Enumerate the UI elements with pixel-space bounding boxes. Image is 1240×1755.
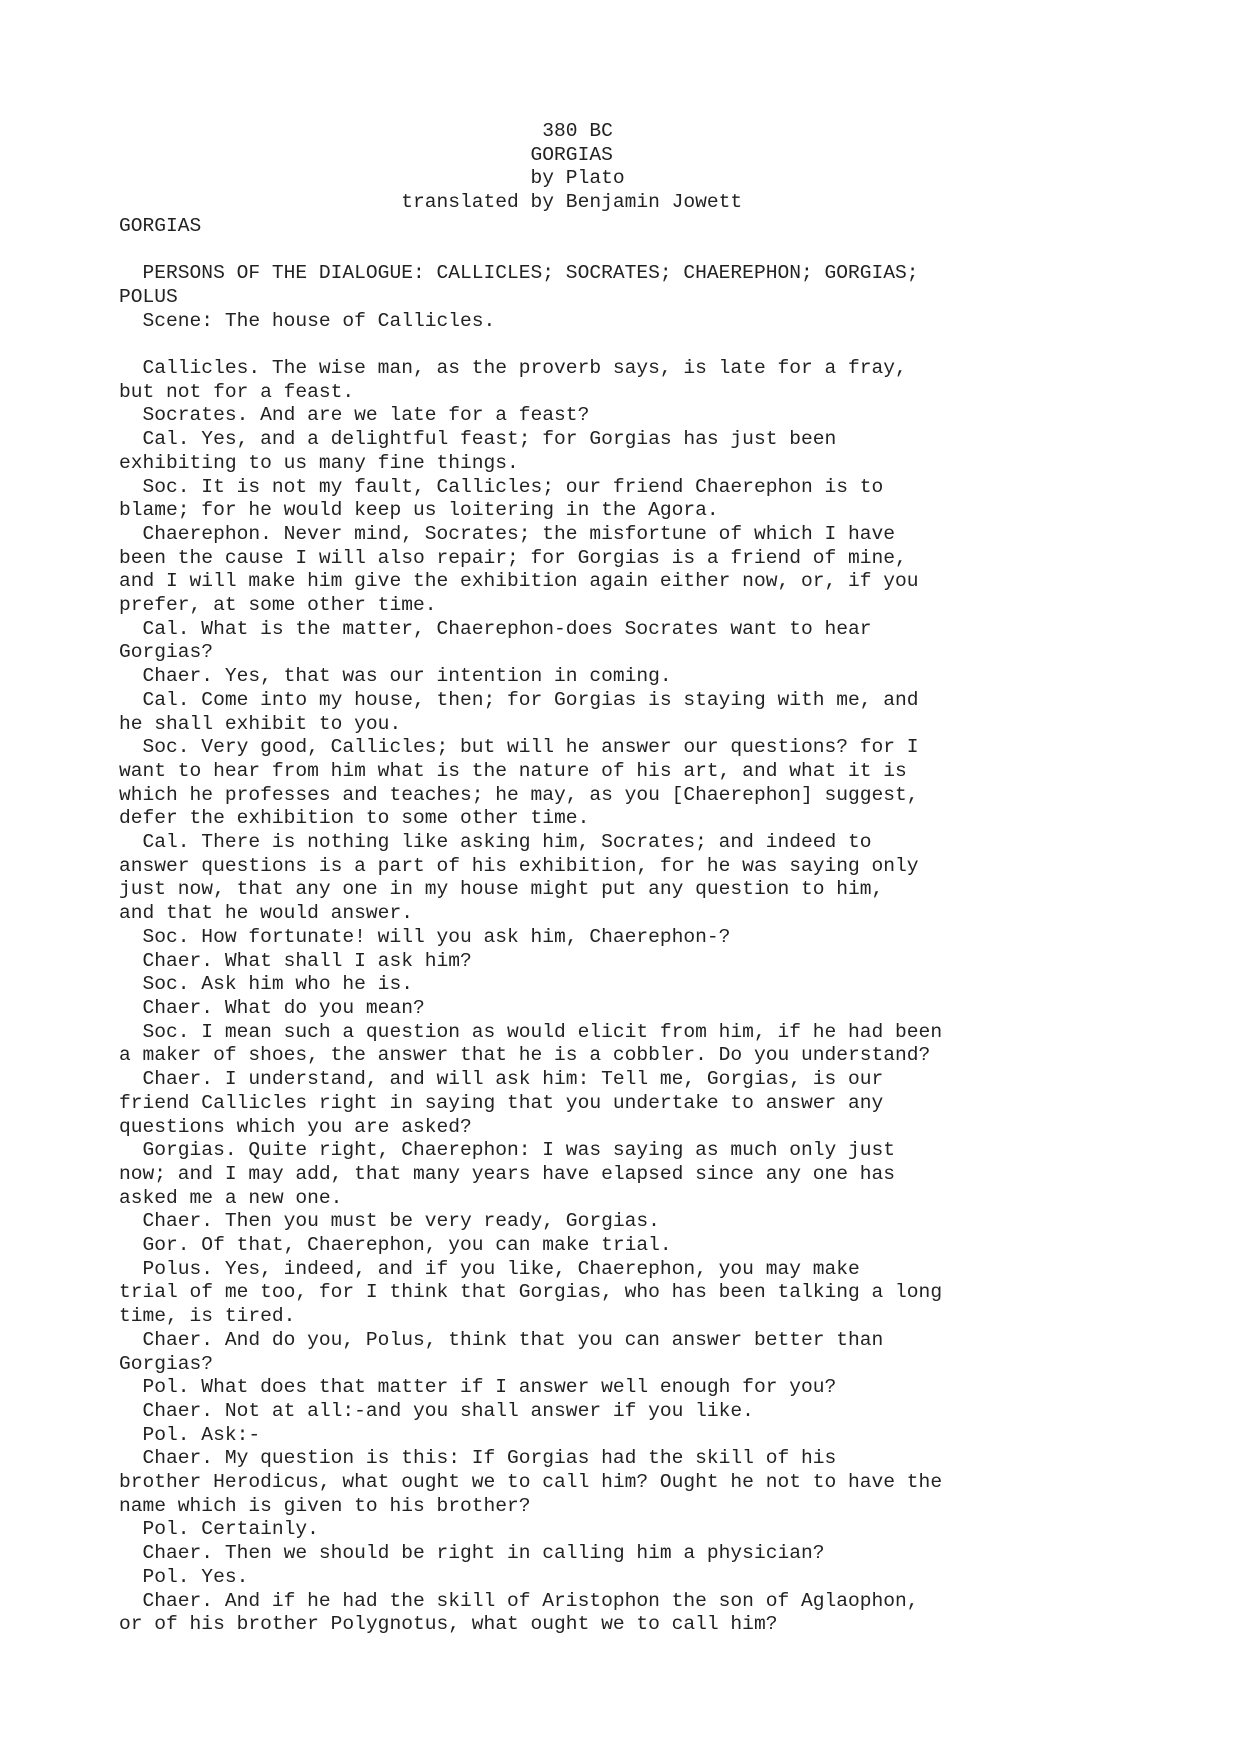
text-line: Pol. What does that matter if I answer well enough for you? (119, 1376, 837, 1399)
text-line: asked me a new one. (119, 1186, 343, 1209)
text-line: just now, that any one in my house might put any question to him, (119, 878, 884, 901)
text-line: Gorgias? (119, 641, 214, 664)
text-line: POLUS (119, 285, 178, 308)
text-line: he shall exhibit to you. (119, 712, 402, 735)
text-line: and I will make him give the exhibition again either now, or, if you (119, 570, 919, 593)
text-line: Chaer. I understand, and will ask him: Tell me, Gorgias, is our (119, 1068, 884, 1091)
text-line: Gorgias. Quite right, Chaerephon: I was saying as much only just (119, 1139, 896, 1162)
text-line: now; and I may add, that many years have elapsed since any one has (119, 1162, 896, 1185)
text-line: Chaer. Not at all:-and you shall answer if you like. (119, 1399, 754, 1422)
text-line (119, 333, 1179, 357)
text-line: questions which you are asked? (119, 1115, 472, 1138)
text-line: GORGIAS (119, 214, 202, 237)
text-line: Soc. Very good, Callicles; but will he answer our questions? for I (119, 736, 919, 759)
text-line: exhibiting to us many fine things. (119, 451, 519, 474)
text-line: but not for a feast. (119, 380, 355, 403)
text-line: by Plato (119, 167, 625, 190)
text-line: Chaer. And if he had the skill of Aristophon the son of Aglaophon, (119, 1589, 919, 1612)
text-line: translated by Benjamin Jowett (119, 191, 743, 214)
text-line: want to hear from him what is the nature of his art, and what it is (119, 759, 907, 782)
text-line: Socrates. And are we late for a feast? (119, 404, 590, 427)
text-line: Chaer. And do you, Polus, think that you can answer better than (119, 1328, 884, 1351)
text-line: Pol. Ask:- (119, 1423, 261, 1446)
text-line: Gorgias? (119, 1352, 214, 1375)
text-line: Chaer. Then you must be very ready, Gorgias. (119, 1210, 660, 1233)
text-line: Soc. I mean such a question as would elicit from him, if he had been (119, 1020, 943, 1043)
text-line: Callicles. The wise man, as the proverb says, is late for a fray, (119, 357, 907, 379)
text-line: defer the exhibition to some other time. (119, 807, 590, 830)
text-line: Pol. Certainly. (119, 1518, 319, 1541)
text-line: Scene: The house of Callicles. (119, 309, 496, 332)
text-line: which he professes and teaches; he may, as you [Chaerephon] suggest, (119, 783, 919, 806)
text-line: and that he would answer. (119, 902, 413, 925)
text-line: been the cause I will also repair; for Gorgias is a friend of mine, (119, 546, 907, 569)
text-line: Cal. What is the matter, Chaerephon-does Socrates want to hear (119, 617, 872, 640)
text-line: Chaer. Then we should be right in calling him a physician? (119, 1542, 825, 1565)
text-line: brother Herodicus, what ought we to call him? Ought he not to have the (119, 1471, 943, 1494)
text-line: Soc. How fortunate! will you ask him, Chaerephon-? (119, 925, 731, 948)
text-line: trial of me too, for I think that Gorgias, who has been talking a long (119, 1281, 943, 1304)
text-line: GORGIAS (119, 143, 613, 166)
text-line: Gor. Of that, Chaerephon, you can make trial. (119, 1234, 672, 1257)
text-line: a maker of shoes, the answer that he is a cobbler. Do you understand? (119, 1044, 931, 1067)
text-line: name which is given to his brother? (119, 1494, 531, 1517)
document-page (119, 120, 1179, 1637)
text-line: Soc. It is not my fault, Callicles; our friend Chaerephon is to (119, 475, 884, 498)
text-line (119, 239, 1179, 263)
text-line: or of his brother Polygnotus, what ought we to call him? (119, 1613, 778, 1636)
text-line: Cal. There is nothing like asking him, Socrates; and indeed to (119, 831, 872, 854)
text-line: Soc. Ask him who he is. (119, 973, 413, 996)
text-line: Cal. Come into my house, then; for Gorgias is staying with me, and (119, 688, 919, 711)
text-line: prefer, at some other time. (119, 594, 437, 617)
text-line: Chaer. What shall I ask him? (119, 949, 472, 972)
text-line: friend Callicles right in saying that you undertake to answer any (119, 1091, 884, 1114)
text-line: Pol. Yes. (119, 1565, 249, 1588)
text-line: 380 BC (119, 120, 613, 142)
text-line: Chaer. My question is this: If Gorgias had the skill of his (119, 1447, 837, 1470)
text-line: Cal. Yes, and a delightful feast; for Gorgias has just been (119, 428, 837, 451)
text-line: time, is tired. (119, 1305, 296, 1328)
text-line: Chaer. What do you mean? (119, 996, 425, 1019)
text-line: answer questions is a part of his exhibition, for he was saying only (119, 854, 919, 877)
text-line: Polus. Yes, indeed, and if you like, Chaerephon, you may make (119, 1257, 860, 1280)
text-line: Chaerephon. Never mind, Socrates; the misfortune of which I have (119, 522, 896, 545)
text-line: blame; for he would keep us loitering in the Agora. (119, 499, 719, 522)
text-line: PERSONS OF THE DIALOGUE: CALLICLES; SOCRATES; CHAEREPHON; GORGIAS; (119, 262, 919, 285)
text-line: Chaer. Yes, that was our intention in coming. (119, 665, 672, 688)
